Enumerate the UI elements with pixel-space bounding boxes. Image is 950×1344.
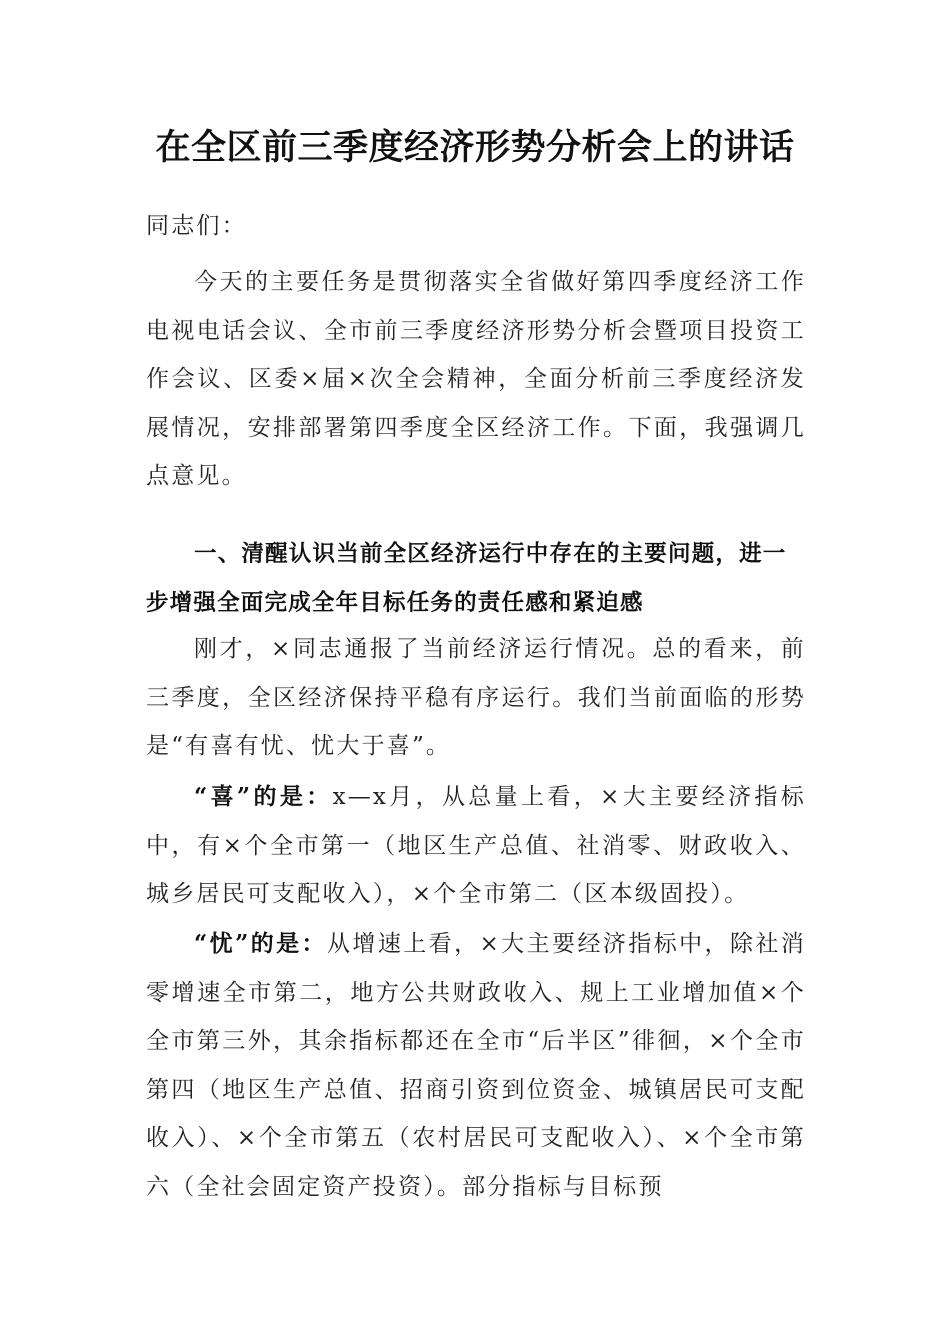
- intro-paragraph: 今天的主要任务是贯彻落实全省做好第四季度经济工作电视电话会议、全市前三季度经济形势分析会暨项目投资工作会议、区委×届×次全会精神，全面分析前三季度经济发展情况，安排部署第四季度全区经济工作。下面，我强调几点意见。: [146, 269, 806, 489]
- section-heading-one: 一、清醒认识当前全区经济运行中存在的主要问题，进一步增强全面完成全年目标任务的责任感和紧迫感: [146, 541, 787, 616]
- document-title: 在全区前三季度经济形势分析会上的讲话: [155, 127, 795, 168]
- worry-lead: “忧”的是：: [194, 930, 327, 957]
- overview-paragraph: 刚才，×同志通报了当前经济运行情况。总的看来，前三季度，全区经济保持平稳有序运行。我们当前面临的形势是“有喜有忧、忧大于喜”。: [146, 636, 806, 759]
- joy-lead: “喜”的是：: [194, 783, 333, 810]
- salutation: 同志们：: [146, 213, 247, 239]
- joy-text: x—x月，从总量上看，×大主要经济指标中，有×个全市第一（地区生产总值、社消零、财政收入、城乡居民可支配收入），×个全市第二（区本级固投）。: [146, 784, 806, 907]
- joy-paragraph: [146, 773, 806, 919]
- worry-text: 从增速上看，×大主要经济指标中，除社消零增速全市第二，地方公共财政收入、规上工业增加值×个全市第三外，其余指标都还在全市“后半区”徘徊，×个全市第四（地区生产总值、招商引资到位资金、城镇居民可支配收入）、×个全市第五（农村居民可支配收入）、×个全市第六（全社会固定资产投资）。部分指标与目标预: [146, 931, 806, 1200]
- worry-paragraph: [146, 920, 806, 1211]
